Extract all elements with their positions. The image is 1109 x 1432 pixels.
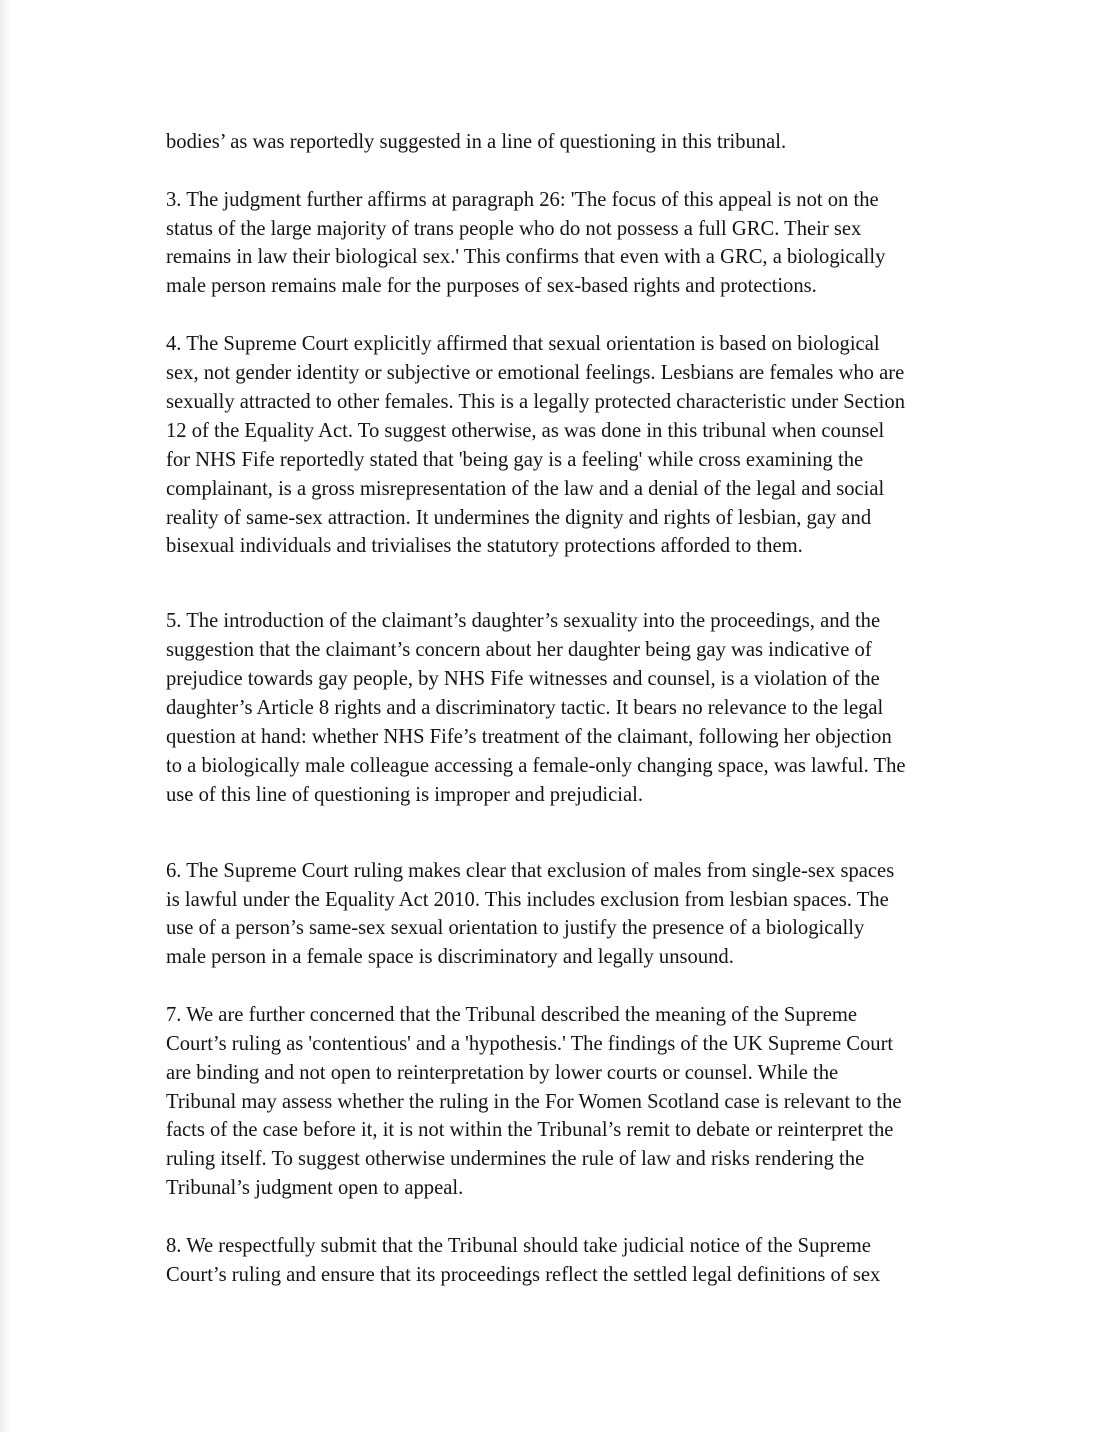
point-5-line-5: question at hand: whether NHS Fife’s treatment of the claimant, following her objection [166, 726, 892, 748]
point-6-line-2: is lawful under the Equality Act 2010. This includes exclusion from lesbian spaces. The [166, 889, 889, 911]
point-6-line-3: use of a person’s same-sex sexual orientation to justify the presence of a biologically [166, 917, 865, 939]
point-5-line-2: suggestion that the claimant’s concern about her daughter being gay was indicative of [166, 639, 872, 661]
point-4-line-2: sex, not gender identity or subjective or emotional feelings. Lesbians are females who are [166, 362, 905, 384]
point-3-line-2: status of the large majority of trans people who do not possess a full GRC. Their sex [166, 218, 862, 240]
point-3-line-1: 3. The judgment further affirms at paragraph 26: 'The focus of this appeal is not on the [166, 189, 879, 211]
point-7-line-5: facts of the case before it, it is not within the Tribunal’s remit to debate or reinterpret the [166, 1119, 894, 1141]
intro-line-1: bodies’ as was reportedly suggested in a line of questioning in this tribunal. [166, 131, 787, 153]
point-8-line-2: Court’s ruling and ensure that its proceedings reflect the settled legal definitions of sex [166, 1264, 881, 1286]
point-7-line-7: Tribunal’s judgment open to appeal. [166, 1177, 464, 1199]
point-4-line-1: 4. The Supreme Court explicitly affirmed that sexual orientation is based on biological [166, 333, 880, 355]
point-8-line-1: 8. We respectfully submit that the Tribunal should take judicial notice of the Supreme [166, 1235, 871, 1257]
point-4-line-7: reality of same-sex attraction. It undermines the dignity and rights of lesbian, gay and [166, 507, 872, 529]
point-6-line-1: 6. The Supreme Court ruling makes clear that exclusion of males from single-sex spaces [166, 860, 895, 882]
point-4-line-4: 12 of the Equality Act. To suggest otherwise, as was done in this tribunal when counsel [166, 420, 885, 442]
point-7-line-6: ruling itself. To suggest otherwise undermines the rule of law and risks rendering the [166, 1148, 865, 1170]
point-5-line-7: use of this line of questioning is improper and prejudicial. [166, 784, 643, 806]
point-3-line-4: male person remains male for the purposes of sex-based rights and protections. [166, 275, 817, 297]
point-7-line-4: Tribunal may assess whether the ruling in the For Women Scotland case is relevant to the [166, 1091, 902, 1113]
point-4-line-6: complainant, is a gross misrepresentation of the law and a denial of the legal and social [166, 478, 885, 500]
point-7-line-2: Court’s ruling as 'contentious' and a 'hypothesis.' The findings of the UK Supreme Court [166, 1033, 894, 1055]
point-3-line-3: remains in law their biological sex.' This confirms that even with a GRC, a biologically [166, 246, 886, 268]
point-4-line-3: sexually attracted to other females. This is a legally protected characteristic under Section [166, 391, 905, 413]
point-5-line-4: daughter’s Article 8 rights and a discriminatory tactic. It bears no relevance to the legal [166, 697, 884, 719]
page-edge-shadow [0, 0, 10, 1432]
point-4-line-5: for NHS Fife reportedly stated that 'being gay is a feeling' while cross examining the [166, 449, 864, 471]
point-6-line-4: male person in a female space is discriminatory and legally unsound. [166, 946, 734, 968]
point-5-line-3: prejudice towards gay people, by NHS Fife witnesses and counsel, is a violation of the [166, 668, 880, 690]
point-4-line-8: bisexual individuals and trivialises the statutory protections afforded to them. [166, 535, 803, 557]
point-7-line-3: are binding and not open to reinterpretation by lower courts or counsel. While the [166, 1062, 839, 1084]
point-5-line-1: 5. The introduction of the claimant’s daughter’s sexuality into the proceedings, and the [166, 610, 881, 632]
point-7-line-1: 7. We are further concerned that the Tribunal described the meaning of the Supreme [166, 1004, 858, 1026]
point-5-line-6: to a biologically male colleague accessing a female-only changing space, was lawful. The [166, 755, 906, 777]
